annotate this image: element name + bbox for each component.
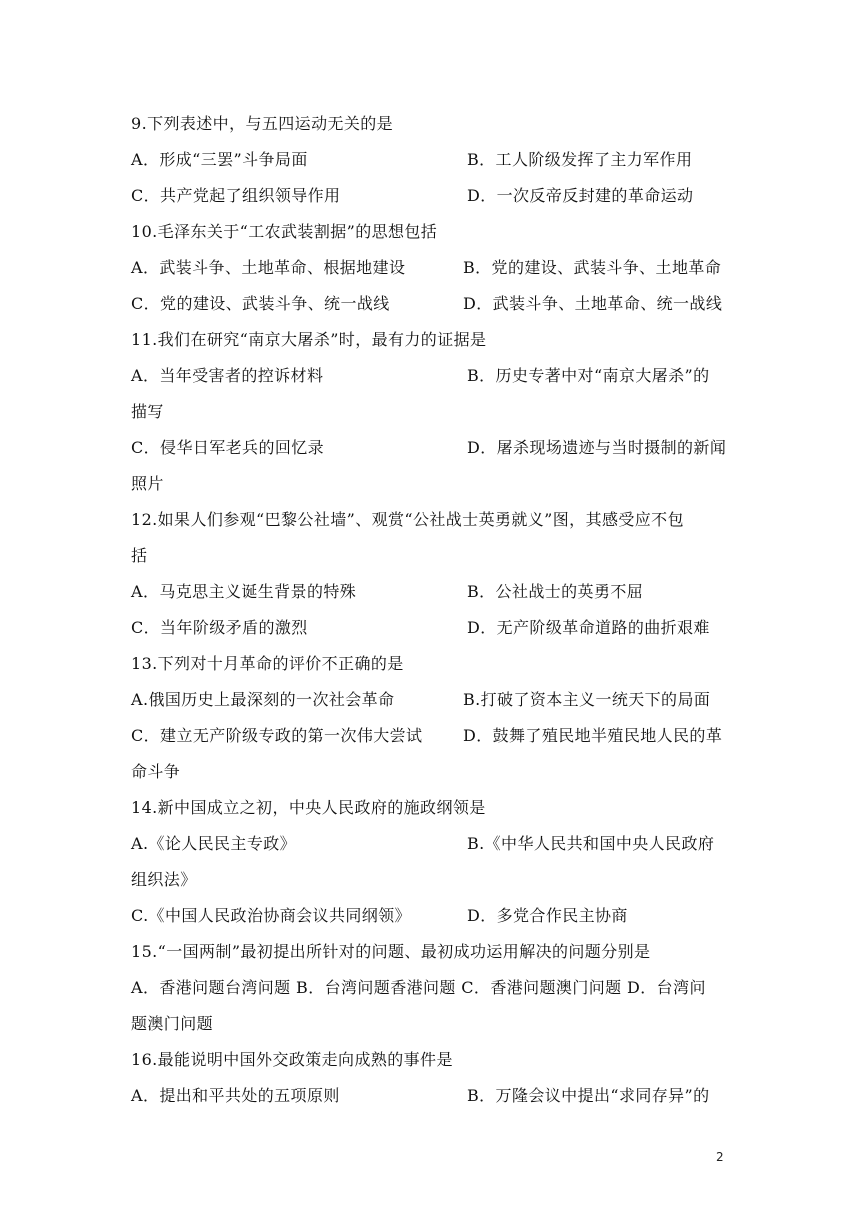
question-11-option-b: B．历史专著中对“南京大屠杀”的 bbox=[467, 366, 710, 385]
question-13-option-a: A.俄国历史上最深刻的一次社会革命 bbox=[131, 690, 395, 709]
question-11-option-a: A．当年受害者的控诉材料 bbox=[131, 366, 324, 385]
question-14-option-d: D．多党合作民主协商 bbox=[467, 906, 628, 925]
question-13-option-d-continued: 命斗争 bbox=[131, 762, 181, 781]
question-15-stem: 15.“一国两制”最初提出所针对的问题、最初成功运用解决的问题分别是 bbox=[131, 942, 651, 961]
question-9-stem: 9.下列表述中，与五四运动无关的是 bbox=[131, 114, 394, 133]
question-12-stem: 12.如果人们参观“巴黎公社墙”、观赏“公社战士英勇就义”图，其感受应不包 bbox=[131, 510, 684, 529]
question-13-option-c: C．建立无产阶级专政的第一次伟大尝试 bbox=[131, 726, 423, 745]
question-12-option-c: C．当年阶级矛盾的激烈 bbox=[131, 618, 308, 637]
question-9-option-b: B．工人阶级发挥了主力军作用 bbox=[467, 150, 693, 169]
question-14-option-b: B.《中华人民共和国中央人民政府 bbox=[467, 834, 715, 853]
question-11-option-c: C．侵华日军老兵的回忆录 bbox=[131, 438, 325, 457]
question-12-option-b: B．公社战士的英勇不屈 bbox=[467, 582, 644, 601]
question-10-option-d: D．武装斗争、土地革命、统一战线 bbox=[463, 294, 723, 313]
question-9-option-a: A．形成“三罢”斗争局面 bbox=[131, 150, 308, 169]
question-9-option-d: D．一次反帝反封建的革命运动 bbox=[467, 186, 694, 205]
question-9-option-c: C．共产党起了组织领导作用 bbox=[131, 186, 341, 205]
question-11-stem: 11.我们在研究“南京大屠杀”时，最有力的证据是 bbox=[131, 330, 487, 349]
question-10-option-a: A．武装斗争、土地革命、根据地建设 bbox=[131, 258, 406, 277]
page-number: 2 bbox=[716, 1150, 724, 1164]
question-14-option-b-continued: 组织法》 bbox=[131, 870, 197, 889]
question-13-stem: 13.下列对十月革命的评价不正确的是 bbox=[131, 654, 404, 673]
question-14-option-c: C.《中国人民政治协商会议共同纲领》 bbox=[131, 906, 411, 925]
question-10-option-c: C．党的建设、武装斗争、统一战线 bbox=[131, 294, 390, 313]
question-11-option-b-continued: 描写 bbox=[131, 402, 164, 421]
question-14-stem: 14.新中国成立之初，中央人民政府的施政纲领是 bbox=[131, 798, 486, 817]
question-16-option-b: B．万隆会议中提出“求同存异”的 bbox=[467, 1086, 710, 1105]
question-15-options: A．香港问题台湾问题 B．台湾问题香港问题 C．香港问题澳门问题 D．台湾问 bbox=[131, 978, 706, 997]
question-16-stem: 16.最能说明中国外交政策走向成熟的事件是 bbox=[131, 1050, 453, 1069]
question-15-options-continued: 题澳门问题 bbox=[131, 1014, 214, 1033]
question-10-option-b: B．党的建设、武装斗争、土地革命 bbox=[463, 258, 722, 277]
question-12-option-a: A．马克思主义诞生背景的特殊 bbox=[131, 582, 357, 601]
question-14-option-a: A.《论人民民主专政》 bbox=[131, 834, 297, 853]
question-11-option-d-continued: 照片 bbox=[131, 474, 164, 493]
question-13-option-b: B.打破了资本主义一统天下的局面 bbox=[463, 690, 711, 709]
question-10-stem: 10.毛泽东关于“工农武装割据”的思想包括 bbox=[131, 222, 438, 241]
question-12-option-d: D．无产阶级革命道路的曲折艰难 bbox=[467, 618, 710, 637]
question-12-stem-continued: 括 bbox=[131, 546, 148, 565]
question-11-option-d: D．屠杀现场遗迹与当时摄制的新闻 bbox=[467, 438, 727, 457]
question-13-option-d: D．鼓舞了殖民地半殖民地人民的革 bbox=[463, 726, 723, 745]
question-16-option-a: A．提出和平共处的五项原则 bbox=[131, 1086, 340, 1105]
